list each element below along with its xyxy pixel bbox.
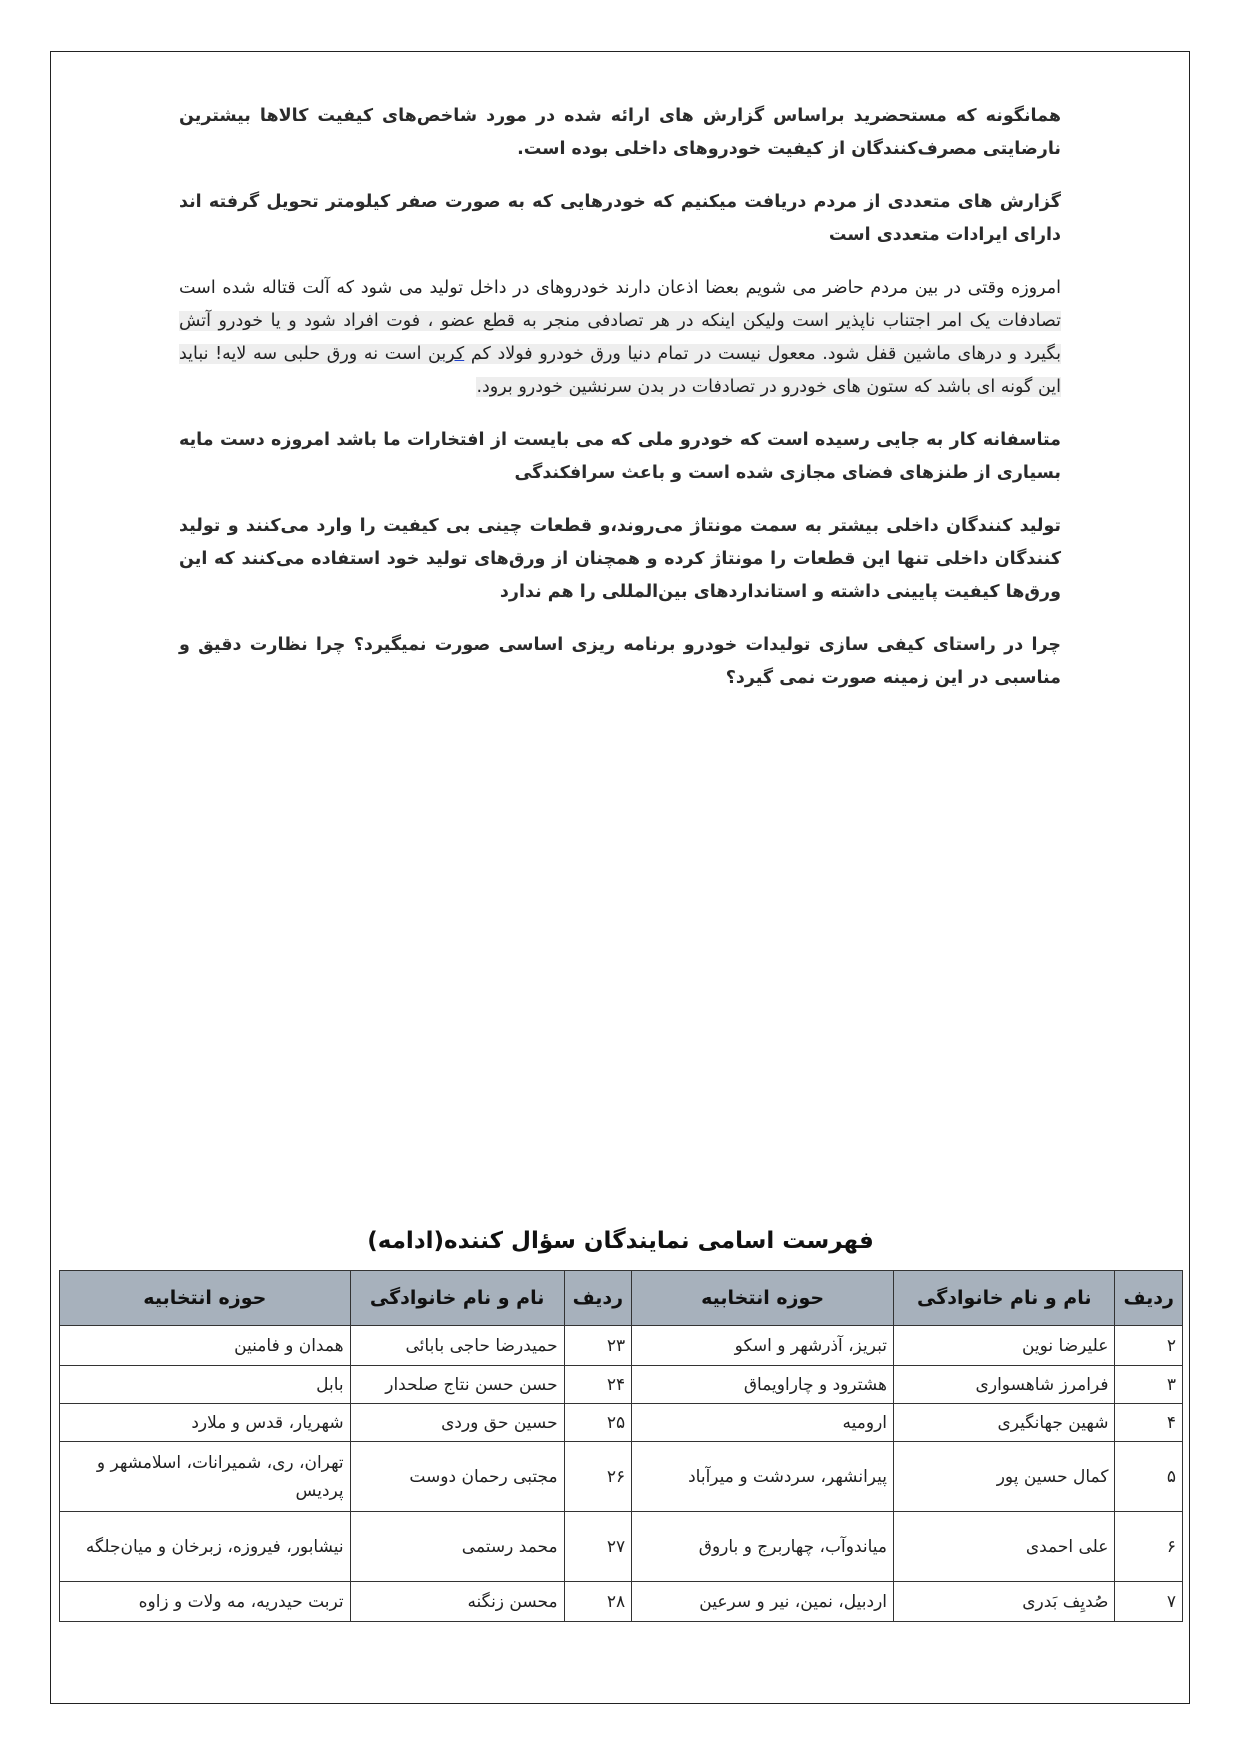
full-name: کمال حسین پور	[894, 1442, 1115, 1512]
constituency: میاندوآب، چهاربرج و باروق	[632, 1512, 894, 1582]
constituency: پیرانشهر، سردشت و میرآباد	[632, 1442, 894, 1512]
paragraph-4: متاسفانه کار به جایی رسیده است که خودرو ملی که می بایست از افتخارات ما باشد امروزه دست مایه بسیاری از طنزهای فضای مجازی شده است و باعث سرافکندگی	[179, 430, 1061, 483]
table-body	[60, 1326, 1183, 1622]
constituency: اردبیل، نمین، نیر و سرعین	[632, 1582, 894, 1622]
header-constituency: حوزه انتخابیه	[632, 1271, 894, 1326]
constituency: تهران، ری، شمیرانات، اسلامشهر و پردیس	[60, 1442, 351, 1512]
paragraph-3-part-2: تصادفات یک امر اجتناب ناپذیر است ولیکن اینکه در هر تصادفی منجر به قطع عضو ، فوت افراد شود و یا خودرو آتش بگیرد و درهای ماشین قفل شود. مععول نیست در تمام دنیا ورق خودرو فولاد کم	[179, 311, 1061, 364]
table-title: فهرست اسامی نمایندگان سؤال کننده(ادامه)	[367, 1228, 874, 1254]
full-name: حمیدرضا حاجی بابائی	[350, 1326, 564, 1366]
row-number: ۳	[1115, 1366, 1183, 1404]
constituency: شهریار، قدس و ملارد	[60, 1404, 351, 1442]
header-full-name-2: نام و نام خانوادگی	[350, 1271, 564, 1326]
table-row	[60, 1442, 1183, 1512]
paragraph-3-part-3: است نه ورق حلبی سه لایه! نباید این گونه ای باشد که ستون های خودرو در تصادفات در بدن سرنشین خودرو برود.	[179, 344, 1061, 397]
table-header	[60, 1271, 1183, 1326]
row-number: ۲۴	[564, 1366, 632, 1404]
constituency: هشترود و چاراویماق	[632, 1366, 894, 1404]
table-row	[60, 1366, 1183, 1404]
constituency: تبریز، آذرشهر و اسکو	[632, 1326, 894, 1366]
row-number: ۶	[1115, 1512, 1183, 1582]
full-name: صُدیِف بَدری	[894, 1582, 1115, 1622]
table-row	[60, 1404, 1183, 1442]
misspelled-word[interactable]: کربن	[428, 344, 465, 364]
full-name: حسین حق وردی	[350, 1404, 564, 1442]
row-number: ۲۷	[564, 1512, 632, 1582]
paragraph-3-line-1: امروزه وقتی در بین مردم حاضر می شویم بعضا اذعان دارند خودروهای در داخل تولید می شود که آلت قتاله شده است	[179, 278, 1061, 298]
header-row-number-2: ردیف	[564, 1271, 632, 1326]
full-name: علیرضا نوین	[894, 1326, 1115, 1366]
row-number: ۲	[1115, 1326, 1183, 1366]
paragraph-3-highlighted	[179, 311, 1061, 397]
header-row-number: ردیف	[1115, 1271, 1183, 1326]
full-name: محسن زنگنه	[350, 1582, 564, 1622]
row-number: ۷	[1115, 1582, 1183, 1622]
row-number: ۵	[1115, 1442, 1183, 1512]
document-body	[179, 100, 1061, 715]
paragraph-6: چرا در راستای کیفی سازی تولیدات خودرو برنامه ریزی اساسی صورت نمیگیرد؟ چرا نظارت دقیق و مناسبی در این زمینه صورت نمی گیرد؟	[179, 635, 1061, 688]
row-number: ۲۶	[564, 1442, 632, 1512]
full-name: مجتبی رحمان دوست	[350, 1442, 564, 1512]
constituency: ارومیه	[632, 1404, 894, 1442]
paragraph-3	[179, 272, 1061, 404]
full-name: محمد رستمی	[350, 1512, 564, 1582]
representatives-table	[59, 1270, 1183, 1622]
row-number: ۲۵	[564, 1404, 632, 1442]
paragraph-2: گزارش های متعددی از مردم دریافت میکنیم که خودرهایی که به صورت صفر کیلومتر تحویل گرفته اند دارای ایرادات متعددی است	[179, 192, 1061, 245]
row-number: ۲۳	[564, 1326, 632, 1366]
row-number: ۴	[1115, 1404, 1183, 1442]
row-number: ۲۸	[564, 1582, 632, 1622]
constituency: همدان و فامنین	[60, 1326, 351, 1366]
paragraph-1: همانگونه که مستحضرید براساس گزارش های ارائه شده در مورد شاخص‌های کیفیت کالاها بیشترین نارضایتی مصرف‌کنندگان از کیفیت خودروهای داخلی بوده است.	[179, 106, 1061, 159]
full-name: علی احمدی	[894, 1512, 1115, 1582]
full-name: شهین جهانگیری	[894, 1404, 1115, 1442]
table-row	[60, 1582, 1183, 1622]
header-constituency-2: حوزه انتخابیه	[60, 1271, 351, 1326]
table-row	[60, 1512, 1183, 1582]
full-name: حسن حسن نتاج صلحدار	[350, 1366, 564, 1404]
table-row	[60, 1326, 1183, 1366]
constituency: تربت حیدریه، مه ولات و زاوه	[60, 1582, 351, 1622]
full-name: فرامرز شاهسواری	[894, 1366, 1115, 1404]
paragraph-5: تولید کنندگان داخلی بیشتر به سمت مونتاژ می‌روند،و قطعات چینی بی کیفیت را وارد می‌کنند و تولید کنندگان داخلی تنها این قطعات را مونتاژ کرده و همچنان از ورق‌های تولید خود استفاده می‌کنند که این ورق‌ها کیفیت پایینی داشته و استانداردهای بین‌المللی را هم ندارد	[179, 516, 1061, 602]
constituency: بابل	[60, 1366, 351, 1404]
constituency: نیشابور، فیروزه، زبرخان و میان‌جلگه	[60, 1512, 351, 1582]
table-header-row	[60, 1271, 1183, 1326]
header-full-name: نام و نام خانوادگی	[894, 1271, 1115, 1326]
